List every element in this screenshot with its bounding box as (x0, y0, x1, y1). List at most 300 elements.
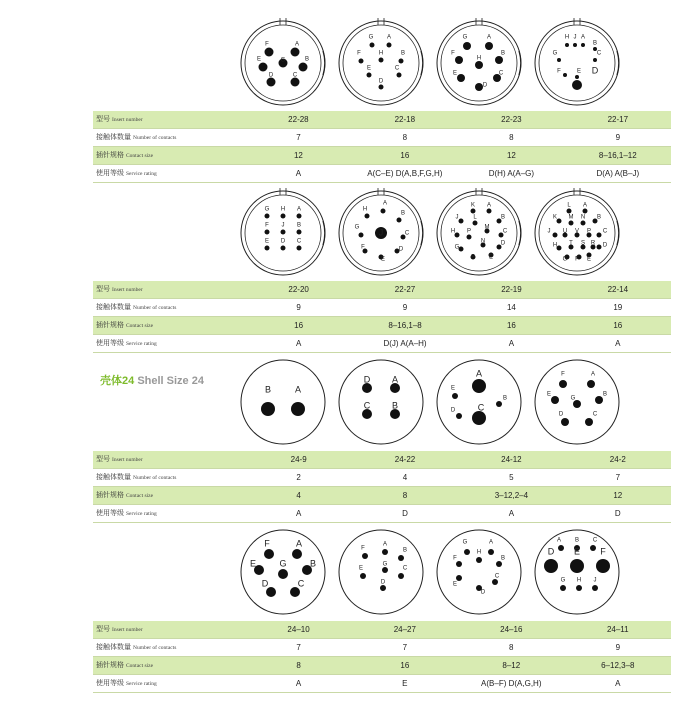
contact-size: 16 (458, 317, 564, 335)
contact-pin (487, 209, 492, 214)
pin-label: D (280, 238, 286, 245)
service-rating: A (458, 505, 564, 523)
pin-label: A (475, 368, 483, 379)
insert-number: 24-9 (245, 451, 351, 469)
contact-pin (563, 73, 567, 77)
contact-count: 7 (245, 639, 351, 657)
contact-count: 19 (565, 299, 671, 317)
spec-table (93, 281, 671, 353)
pin-label: U (562, 228, 568, 235)
service-rating: D(A) A(B–J) (565, 165, 671, 183)
contact-pin (558, 545, 564, 551)
row-label-en: Number of contacts (133, 305, 177, 311)
table-row (93, 469, 671, 487)
contact-size: 6–12,3–8 (565, 657, 671, 675)
row-label-cn: 接触体数量 (96, 644, 131, 651)
contact-pin (495, 56, 503, 64)
contact-pin (398, 573, 404, 579)
contact-pin (297, 214, 302, 219)
contact-pin (473, 221, 478, 226)
row-label-en: Contact size (126, 153, 154, 159)
pin-label: B (502, 395, 508, 402)
pin-label: B (596, 214, 602, 221)
contact-pin (382, 549, 388, 555)
row-label-cn: 插针规格 (96, 492, 124, 499)
connector-face-svg (238, 527, 328, 617)
contact-pin (557, 219, 562, 224)
row-label-en: Service rating (126, 341, 157, 347)
connector-face-svg (336, 527, 426, 617)
connector-face-svg (238, 357, 328, 447)
contact-pin (379, 85, 384, 90)
pin-label: J (573, 34, 577, 41)
contact-pin (380, 585, 386, 591)
row-label-cn: 插针规格 (96, 322, 124, 329)
contact-pin (398, 555, 404, 561)
table-row (93, 451, 671, 469)
contact-count: 9 (352, 299, 459, 317)
pin-label: E (452, 70, 458, 77)
shell-outline (437, 530, 521, 614)
insert-diagram (336, 357, 426, 447)
pin-label: G (354, 224, 360, 231)
contact-pin (390, 383, 400, 393)
contact-pin (587, 380, 595, 388)
contact-pin (265, 48, 274, 57)
contact-size: 4 (245, 487, 351, 505)
pin-label: E (366, 65, 372, 72)
service-rating: A(B–F) D(A,G,H) (458, 675, 565, 693)
insert-diagram (532, 18, 622, 108)
pin-label: A (382, 200, 388, 207)
spec-table (93, 621, 671, 693)
table-row (93, 657, 671, 675)
contact-size: 16 (352, 657, 458, 675)
connector-face-svg (434, 357, 524, 447)
contact-size: 8–12 (458, 657, 565, 675)
contact-pin (472, 379, 486, 393)
pin-label: C (477, 402, 485, 413)
contact-count: 8 (352, 129, 459, 147)
contact-pin (367, 73, 372, 78)
contact-size: 12 (245, 147, 351, 165)
pin-label: K (552, 214, 558, 221)
insert-number: 24-12 (458, 451, 564, 469)
contact-pin (281, 246, 286, 251)
service-rating: D(J) A(A–H) (352, 335, 459, 353)
contact-pin (259, 63, 268, 72)
pin-label: D (602, 242, 608, 249)
table-row (93, 147, 671, 165)
service-rating: A (245, 165, 351, 183)
pin-label: D (380, 579, 386, 586)
pin-label: A (556, 537, 562, 544)
contact-pin (456, 561, 462, 567)
pin-label: E (452, 581, 458, 588)
pin-label: J (547, 228, 551, 235)
pin-label: N (580, 214, 586, 221)
pin-label: B (500, 214, 506, 221)
pin-label: D (261, 578, 269, 589)
pin-label: C (394, 65, 400, 72)
contact-pin (452, 393, 458, 399)
contact-pin (475, 83, 483, 91)
contact-pin (399, 59, 404, 64)
contact-pin (459, 219, 464, 224)
contact-pin (557, 246, 562, 251)
contact-pin (572, 80, 582, 90)
insert-diagram (336, 188, 426, 278)
pin-label: P (466, 228, 472, 235)
contact-size: 16 (565, 317, 671, 335)
connector-face-svg (238, 18, 328, 108)
contact-pin (565, 43, 569, 47)
table-row (93, 675, 671, 693)
contact-pin (360, 573, 366, 579)
contact-count: 5 (458, 469, 564, 487)
pin-label: P (586, 228, 592, 235)
row-label-cn: 接触体数量 (96, 474, 131, 481)
pin-label: E (264, 238, 270, 245)
row-label-cn: 使用等级 (96, 170, 124, 177)
table-row (93, 165, 671, 183)
insert-diagram (532, 357, 622, 447)
pin-label: E (380, 256, 386, 263)
pin-label: A (486, 202, 492, 209)
contact-pin (471, 209, 476, 214)
connector-face-svg (336, 188, 426, 278)
contact-pin (544, 559, 558, 573)
contact-count: 9 (245, 299, 351, 317)
row-label-en: Insert number (112, 457, 143, 463)
insert-number: 24–16 (458, 621, 565, 639)
spec-table (93, 111, 671, 183)
connector-face-svg (336, 18, 426, 108)
shell-outline (339, 530, 423, 614)
pin-label: K (470, 202, 476, 209)
pin-label: J (281, 222, 285, 229)
service-rating: A (245, 505, 351, 523)
service-rating: E (352, 675, 458, 693)
pin-label: H (552, 242, 558, 249)
row-label-cn: 使用等级 (96, 340, 124, 347)
pin-label: F (453, 555, 457, 562)
table-row (93, 487, 671, 505)
pin-label: G (570, 395, 576, 402)
contact-pin (291, 48, 300, 57)
row-label-cn: 型号 (96, 286, 110, 293)
pin-label: A (590, 371, 596, 378)
pin-label: A (582, 202, 588, 209)
pin-label: G (368, 34, 374, 41)
contact-pin (359, 233, 364, 238)
pin-label: F (575, 256, 579, 263)
pin-label: B (309, 558, 317, 569)
pin-label: E (488, 254, 494, 261)
pin-label: M (568, 214, 574, 221)
insert-number: 22-23 (458, 111, 564, 129)
pin-label: F (600, 546, 606, 557)
pin-label: B (264, 384, 272, 395)
insert-diagram (532, 188, 622, 278)
contact-pin (381, 209, 386, 214)
pin-label: C (297, 578, 305, 589)
pin-label: R (590, 240, 596, 247)
contact-pin (267, 78, 276, 87)
contact-count: 9 (565, 129, 671, 147)
contact-pin (362, 383, 372, 393)
pin-label: F (361, 244, 365, 251)
pin-label: S (580, 240, 586, 247)
row-label-cn: 型号 (96, 456, 110, 463)
pin-label: H (362, 206, 368, 213)
contact-pin (595, 396, 603, 404)
contact-pin (553, 233, 558, 238)
contact-pin (575, 75, 579, 79)
pin-label: A (486, 34, 492, 41)
pin-label: C (592, 411, 598, 418)
contact-pin (291, 402, 305, 416)
insert-diagram (336, 527, 426, 617)
pin-label: B (400, 50, 406, 57)
service-rating: D (352, 505, 458, 523)
contact-count: 2 (245, 469, 351, 487)
pin-label: F (361, 545, 365, 552)
pin-label: N (480, 238, 486, 245)
pin-label: V (574, 228, 580, 235)
row-label-cn: 型号 (96, 626, 110, 633)
pin-label: L (473, 214, 477, 221)
pin-label: E (358, 565, 364, 572)
pin-label: C (363, 400, 371, 411)
pin-label: A (295, 538, 303, 549)
pin-label: H (576, 577, 582, 584)
insert-diagram (238, 188, 328, 278)
pin-label: F (265, 41, 269, 48)
pin-label: C (592, 537, 598, 544)
pin-label: J (378, 227, 384, 238)
pin-label: D (363, 374, 371, 385)
pin-label: J (455, 214, 459, 221)
contact-size: 8 (352, 487, 458, 505)
service-rating: D (565, 505, 671, 523)
pin-label: A (580, 34, 586, 41)
pin-label: F (561, 371, 565, 378)
contact-pin (292, 549, 302, 559)
contact-pin (569, 221, 574, 226)
pin-label: G (454, 244, 460, 251)
contact-pin (362, 553, 368, 559)
pin-label: A (294, 41, 300, 48)
row-label-en: Service rating (126, 511, 157, 517)
contact-pin (492, 579, 498, 585)
pin-label: B (304, 56, 310, 63)
contact-pin (597, 233, 602, 238)
row-label-en: Number of contacts (133, 475, 177, 481)
contact-pin (455, 56, 463, 64)
pin-label: A (382, 541, 388, 548)
contact-pin (456, 575, 462, 581)
insert-number: 24-22 (352, 451, 458, 469)
insert-diagram (238, 18, 328, 108)
contact-pin (382, 567, 388, 573)
pin-label: G (462, 34, 468, 41)
contact-count: 9 (565, 639, 671, 657)
pin-label: A (296, 206, 302, 213)
contact-pin (390, 409, 400, 419)
pin-label: C (502, 228, 508, 235)
contact-pin (585, 418, 593, 426)
contact-pin (291, 78, 300, 87)
pin-label: C (404, 230, 410, 237)
insert-number: 22-19 (458, 281, 564, 299)
pin-label: B (592, 40, 598, 47)
pin-label: H (280, 206, 286, 213)
contact-pin (467, 235, 472, 240)
connector-face-svg (532, 357, 622, 447)
contact-pin (581, 43, 585, 47)
pin-label: E (450, 385, 456, 392)
contact-pin (264, 549, 274, 559)
service-rating: A (565, 675, 671, 693)
contact-pin (488, 549, 494, 555)
contact-count: 7 (352, 639, 458, 657)
contact-size: 8 (245, 657, 351, 675)
contact-pin (561, 418, 569, 426)
service-rating: D(H) A(A–G) (458, 165, 564, 183)
insert-number: 22-27 (352, 281, 459, 299)
pin-label: E (546, 391, 552, 398)
contact-size: 8–16,1–12 (565, 147, 671, 165)
table-row (93, 621, 671, 639)
pin-label: F (557, 68, 561, 75)
insert-diagram (336, 18, 426, 108)
pin-label: D (558, 411, 564, 418)
table-row (93, 335, 671, 353)
connector-face-svg (532, 527, 622, 617)
pin-label: G (562, 256, 568, 263)
pin-label: D (268, 72, 274, 79)
insert-number: 22-28 (245, 111, 351, 129)
shell-outline (535, 21, 619, 105)
table-row (93, 639, 671, 657)
pin-label: J (593, 577, 597, 584)
pin-label: C (602, 228, 608, 235)
pin-label: C (402, 565, 408, 572)
pin-label: F (265, 222, 269, 229)
contact-pin (261, 402, 275, 416)
contact-pin (379, 58, 384, 63)
contact-size: 3–12,2–4 (458, 487, 564, 505)
connector-face-svg (434, 18, 524, 108)
contact-pin (596, 559, 610, 573)
connector-face-svg (532, 18, 622, 108)
row-label-cn: 插针规格 (96, 152, 124, 159)
pin-label: T (569, 240, 573, 247)
pin-label: C (296, 238, 302, 245)
table-row (93, 281, 671, 299)
insert-diagram (238, 357, 328, 447)
insert-diagram (434, 188, 524, 278)
pin-label: A (391, 374, 399, 385)
contact-pin (475, 61, 483, 69)
pin-label: B (602, 391, 608, 398)
pin-label: B (500, 555, 506, 562)
pin-label: D (482, 82, 488, 89)
contact-size: 16 (245, 317, 351, 335)
insert-number: 22-20 (245, 281, 351, 299)
contact-pin (278, 569, 288, 579)
pin-label: A (294, 384, 302, 395)
contact-pin (485, 42, 493, 50)
contact-pin (593, 58, 597, 62)
pin-label: B (400, 210, 406, 217)
pin-label: E (256, 56, 262, 63)
pin-label: D (591, 65, 599, 76)
pin-label: M (484, 224, 490, 231)
row-label-en: Number of contacts (133, 135, 177, 141)
contact-pin (297, 230, 302, 235)
pin-label: B (296, 222, 302, 229)
shell-title-cn: 壳体24 (100, 375, 135, 387)
pin-label: A (386, 34, 392, 41)
insert-number: 22-17 (565, 111, 671, 129)
contact-pin (456, 413, 462, 419)
pin-label: D (547, 546, 555, 557)
shell-outline (241, 360, 325, 444)
pin-label: G (552, 50, 558, 57)
row-label-en: Service rating (126, 681, 157, 687)
pin-label: F (357, 50, 361, 57)
contact-pin (496, 401, 502, 407)
insert-diagram (434, 527, 524, 617)
pin-label: E (249, 558, 257, 569)
contact-pin (464, 549, 470, 555)
insert-diagram (238, 527, 328, 617)
pin-label: G (279, 558, 287, 569)
contact-pin (281, 214, 286, 219)
insert-diagram (434, 357, 524, 447)
connector-face-svg (336, 357, 426, 447)
contact-count: 14 (458, 299, 564, 317)
contact-count: 7 (245, 129, 351, 147)
pin-label: C (292, 72, 298, 79)
connector-face-svg (532, 188, 622, 278)
pin-label: B (574, 537, 580, 544)
contact-pin (457, 74, 465, 82)
pin-label: F (471, 254, 475, 261)
contact-pin (567, 209, 572, 214)
pin-label: F (451, 50, 455, 57)
pin-label: C (596, 50, 602, 57)
contact-count: 8 (458, 639, 565, 657)
insert-diagram (434, 18, 524, 108)
pin-label: G (382, 561, 388, 568)
contact-pin (397, 218, 402, 223)
contact-pin (299, 63, 308, 72)
contact-pin (570, 559, 584, 573)
row-label-en: Insert number (112, 287, 143, 293)
row-label-en: Contact size (126, 493, 154, 499)
pin-label: C (498, 70, 504, 77)
insert-number: 22-14 (565, 281, 671, 299)
contact-size: 16 (352, 147, 459, 165)
contact-pin (573, 43, 577, 47)
service-rating: A (458, 335, 564, 353)
contact-pin (476, 557, 482, 563)
pin-label: H (476, 549, 482, 556)
shell-outline (339, 21, 423, 105)
